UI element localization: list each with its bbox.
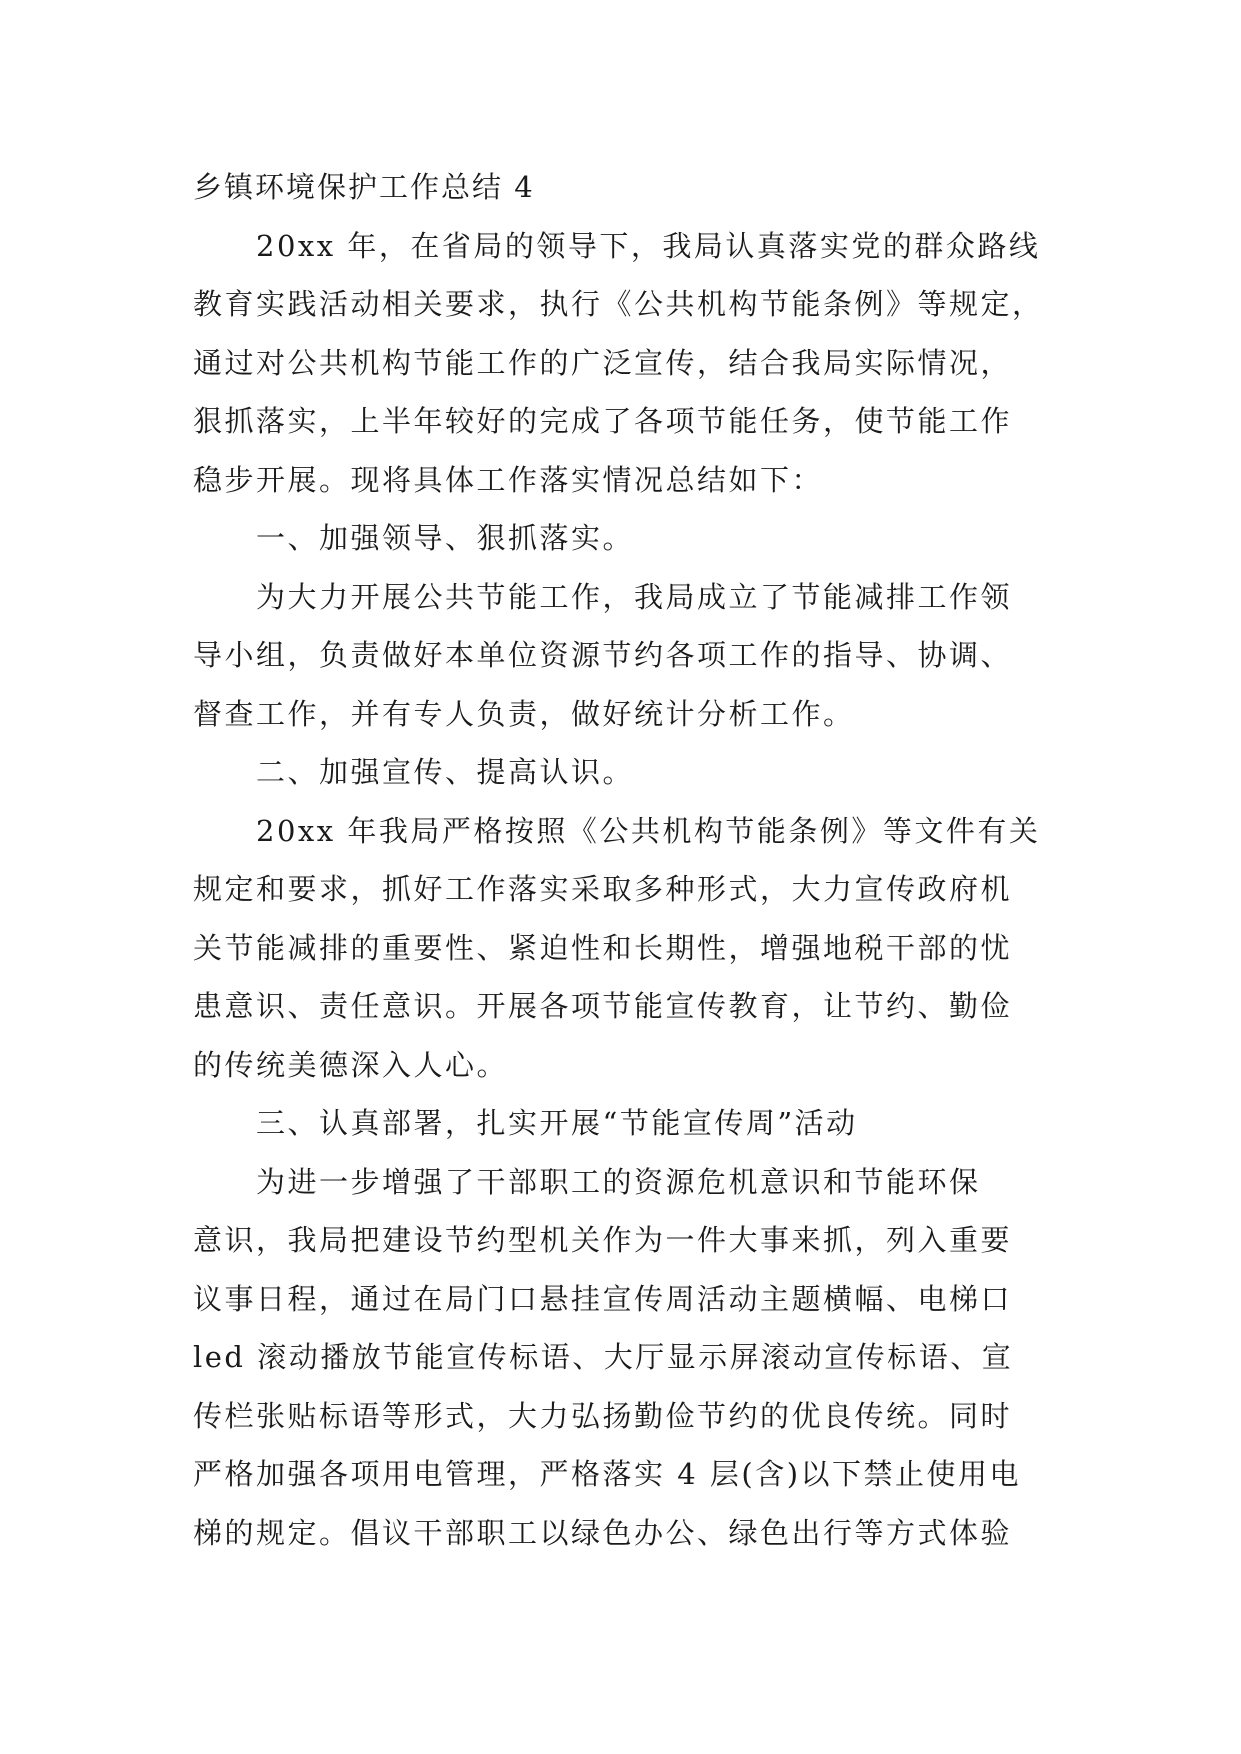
- text-line: 患意识、责任意识。开展各项节能宣传教育，让节约、勤俭: [193, 989, 1013, 1023]
- text-line: 稳步开展。现将具体工作落实情况总结如下：: [193, 462, 824, 497]
- text-line: 三、认真部署，扎实开展“节能宣传周”活动: [256, 1106, 858, 1140]
- text-line: 为大力开展公共节能工作，我局成立了节能减排工作领: [256, 579, 1013, 614]
- text-line: 督查工作，并有专人负责，做好统计分析工作。: [193, 696, 855, 731]
- text-line: 梯的规定。倡议干部职工以绿色办公、绿色出行等方式体验: [193, 1515, 1013, 1550]
- text-line: 20xx 年，在省局的领导下，我局认真落实党的群众路线: [256, 228, 1041, 263]
- text-line: 通过对公共机构节能工作的广泛宣传，结合我局实际情况，: [193, 345, 1013, 380]
- text-line: 关节能减排的重要性、紧迫性和长期性，增强地税干部的忧: [193, 930, 1013, 965]
- document-title: 乡镇环境保护工作总结 4: [193, 170, 535, 204]
- text-line: 一、加强领导、狠抓落实。: [256, 521, 635, 555]
- text-line: 二、加强宣传、提高认识。: [256, 755, 635, 789]
- text-line: 传栏张贴标语等形式，大力弘扬勤俭节约的优良传统。同时: [193, 1398, 1013, 1433]
- document-body: [193, 158, 1053, 1562]
- text-line: 为进一步增强了干部职工的资源危机意识和节能环保: [256, 1164, 981, 1199]
- text-line: 的传统美德深入人心。: [193, 1047, 509, 1082]
- text-line: 教育实践活动相关要求，执行《公共机构节能条例》等规定，: [193, 287, 1044, 321]
- text-line: 严格加强各项用电管理，严格落实 4 层(含)以下禁止使用电: [193, 1457, 1022, 1491]
- text-line: 狠抓落实，上半年较好的完成了各项节能任务，使节能工作: [193, 404, 1013, 438]
- text-line: led 滚动播放节能宣传标语、大厅显示屏滚动宣传标语、宣: [193, 1340, 1014, 1374]
- text-line: 意识，我局把建设节约型机关作为一件大事来抓，列入重要: [193, 1223, 1013, 1257]
- text-line: 议事日程，通过在局门口悬挂宣传周活动主题横幅、电梯口: [193, 1281, 1013, 1316]
- text-line: 导小组，负责做好本单位资源节约各项工作的指导、协调、: [193, 638, 1013, 672]
- text-line: 规定和要求，抓好工作落实采取多种形式，大力宣传政府机: [193, 872, 1013, 906]
- text-line: 20xx 年我局严格按照《公共机构节能条例》等文件有关: [256, 813, 1041, 848]
- document-paragraphs: [193, 217, 1053, 1563]
